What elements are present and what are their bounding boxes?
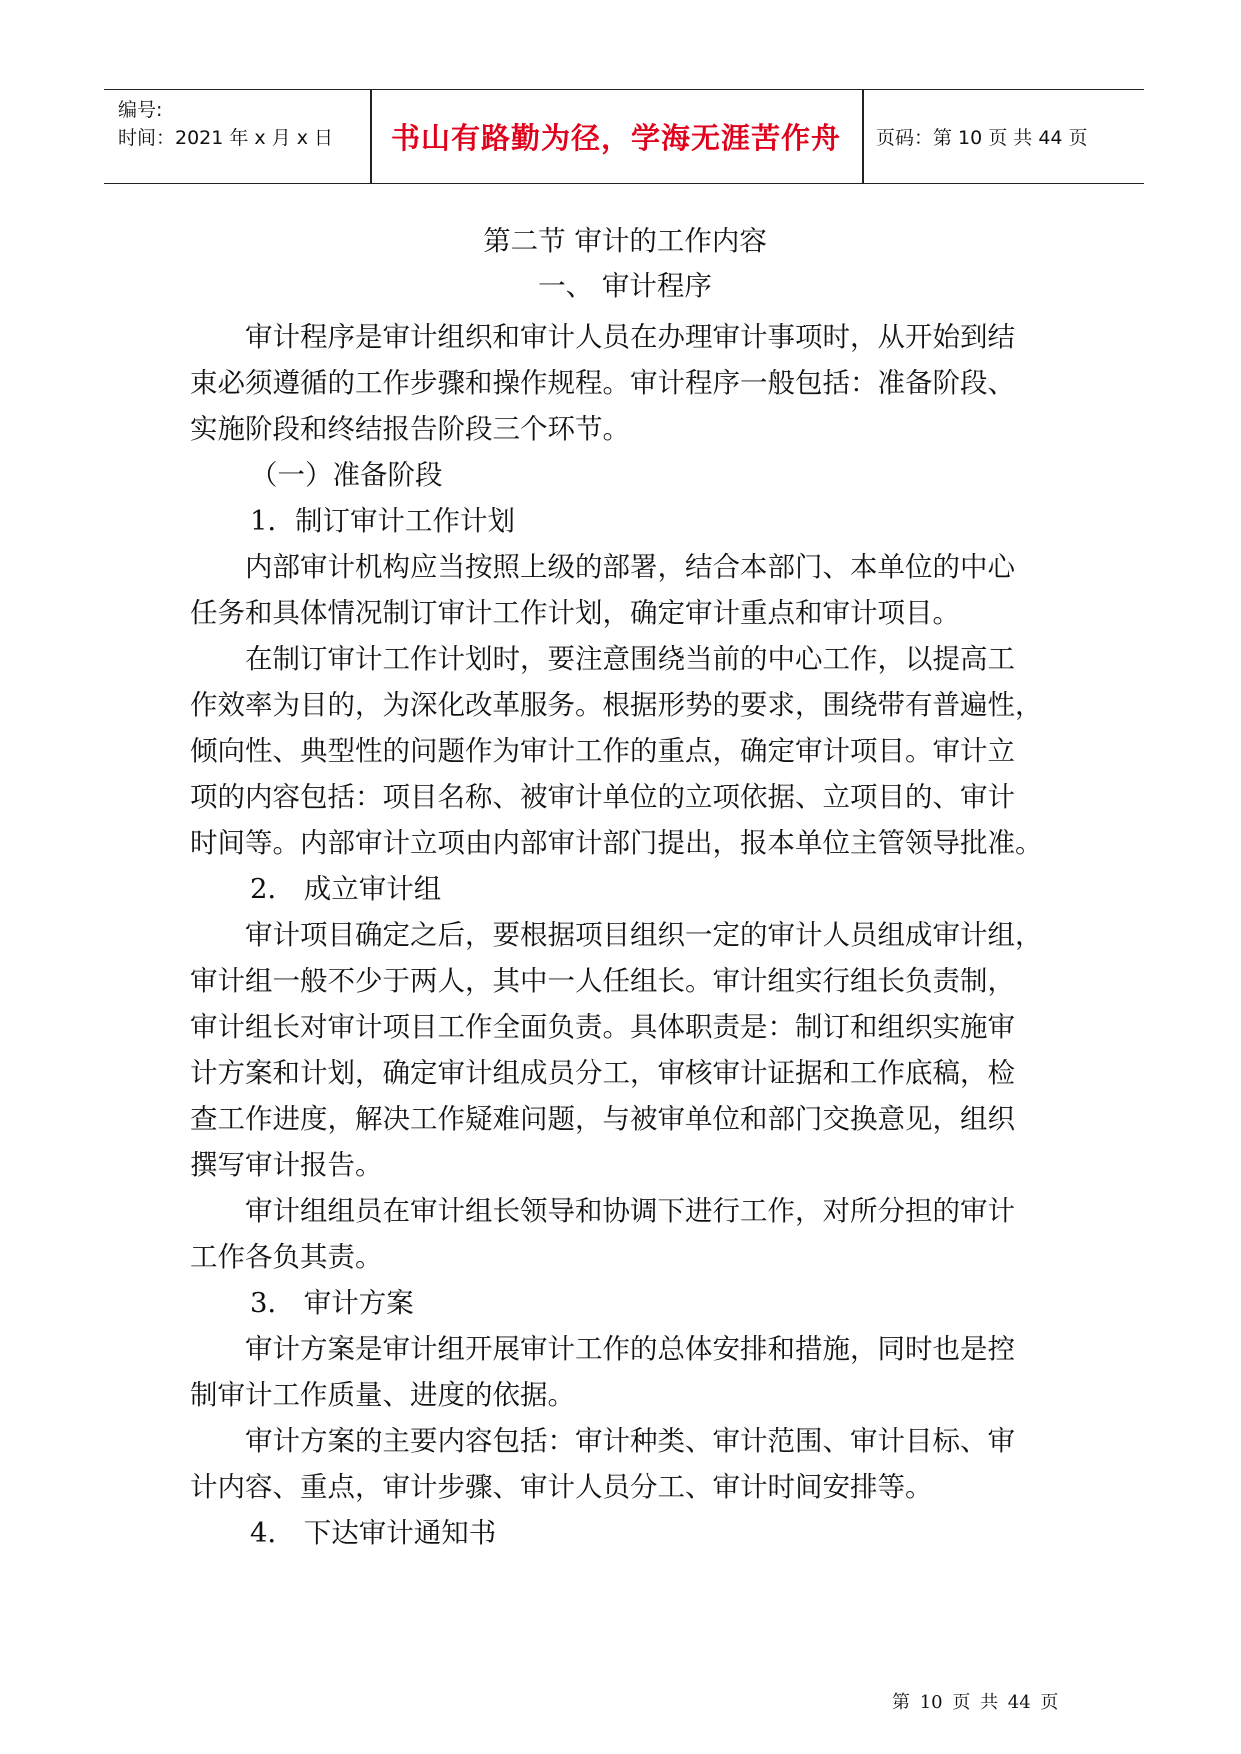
paragraph-line: 审计方案的主要内容包括：审计种类、审计范围、审计目标、审 — [245, 1425, 1015, 1457]
paragraph-line: 审计组一般不少于两人，其中一人任组长。审计组实行组长负责制， — [190, 965, 1015, 997]
document-body — [190, 216, 1060, 1556]
paragraph-line: 工作各负其责。 — [190, 1241, 383, 1273]
paragraph-line: 任务和具体情况制订审计工作计划，确定审计重点和审计项目。 — [190, 597, 960, 629]
subsection-title: 一、 审计程序 — [538, 270, 712, 302]
paragraph-line: 查工作进度，解决工作疑难问题，与被审单位和部门交换意见，组织 — [190, 1103, 1015, 1135]
paragraph-line: 在制订审计工作计划时，要注意围绕当前的中心工作，以提高工 — [245, 643, 1015, 675]
paragraph-line: 制审计工作质量、进度的依据。 — [190, 1379, 575, 1411]
header-page-info: 页码：第 10 页 共 44 页 — [876, 127, 1088, 149]
paragraph-line: 撰写审计报告。 — [190, 1149, 383, 1181]
paragraph-line: 审计项目确定之后，要根据项目组织一定的审计人员组成审计组， — [245, 919, 1043, 951]
paragraph-line: 作效率为目的，为深化改革服务。根据形势的要求，围绕带有普遍性， — [190, 689, 1043, 721]
paragraph-line: 审计组长对审计项目工作全面负责。具体职责是：制订和组织实施审 — [190, 1011, 1015, 1043]
subheading: 4． 下达审计通知书 — [250, 1517, 497, 1549]
serial-number-label: 编号: — [118, 99, 163, 121]
paragraph-line: 审计组组员在审计组长领导和协调下进行工作，对所分担的审计 — [245, 1195, 1015, 1227]
paragraph-line: 审计方案是审计组开展审计工作的总体安排和措施，同时也是控 — [245, 1333, 1015, 1365]
page-footer: 第 10 页 共 44 页 — [892, 1692, 1059, 1713]
subheading: （一）准备阶段 — [250, 459, 443, 491]
time-label: 时间：2021 年 x 月 x 日 — [118, 127, 334, 149]
paragraph-line: 束必须遵循的工作步骤和操作规程。审计程序一般包括：准备阶段、 — [190, 367, 1015, 399]
paragraph-line: 审计程序是审计组织和审计人员在办理审计事项时，从开始到结 — [245, 321, 1015, 353]
header-meta — [118, 96, 333, 152]
paragraph-line: 项的内容包括：项目名称、被审计单位的立项依据、立项目的、审计 — [190, 781, 1015, 813]
subheading: 3． 审计方案 — [250, 1287, 414, 1319]
paragraph-line: 时间等。内部审计立项由内部审计部门提出，报本单位主管领导批准。 — [190, 827, 1043, 859]
header-motto: 书山有路勤为径，学海无涯苦作舟 — [390, 121, 841, 155]
paragraph-line: 计方案和计划，确定审计组成员分工，审核审计证据和工作底稿，检 — [190, 1057, 1015, 1089]
subheading: 2． 成立审计组 — [250, 873, 442, 905]
paragraph-line: 实施阶段和终结报告阶段三个环节。 — [190, 413, 630, 445]
page-header — [104, 89, 1144, 184]
subheading: 1．制订审计工作计划 — [250, 505, 515, 537]
section-title: 第二节 审计的工作内容 — [483, 225, 767, 257]
paragraph-line: 倾向性、典型性的问题作为审计工作的重点，确定审计项目。审计立 — [190, 735, 1015, 767]
paragraph-line: 计内容、重点，审计步骤、审计人员分工、审计时间安排等。 — [190, 1471, 933, 1503]
paragraph-line: 内部审计机构应当按照上级的部署，结合本部门、本单位的中心 — [245, 551, 1015, 583]
